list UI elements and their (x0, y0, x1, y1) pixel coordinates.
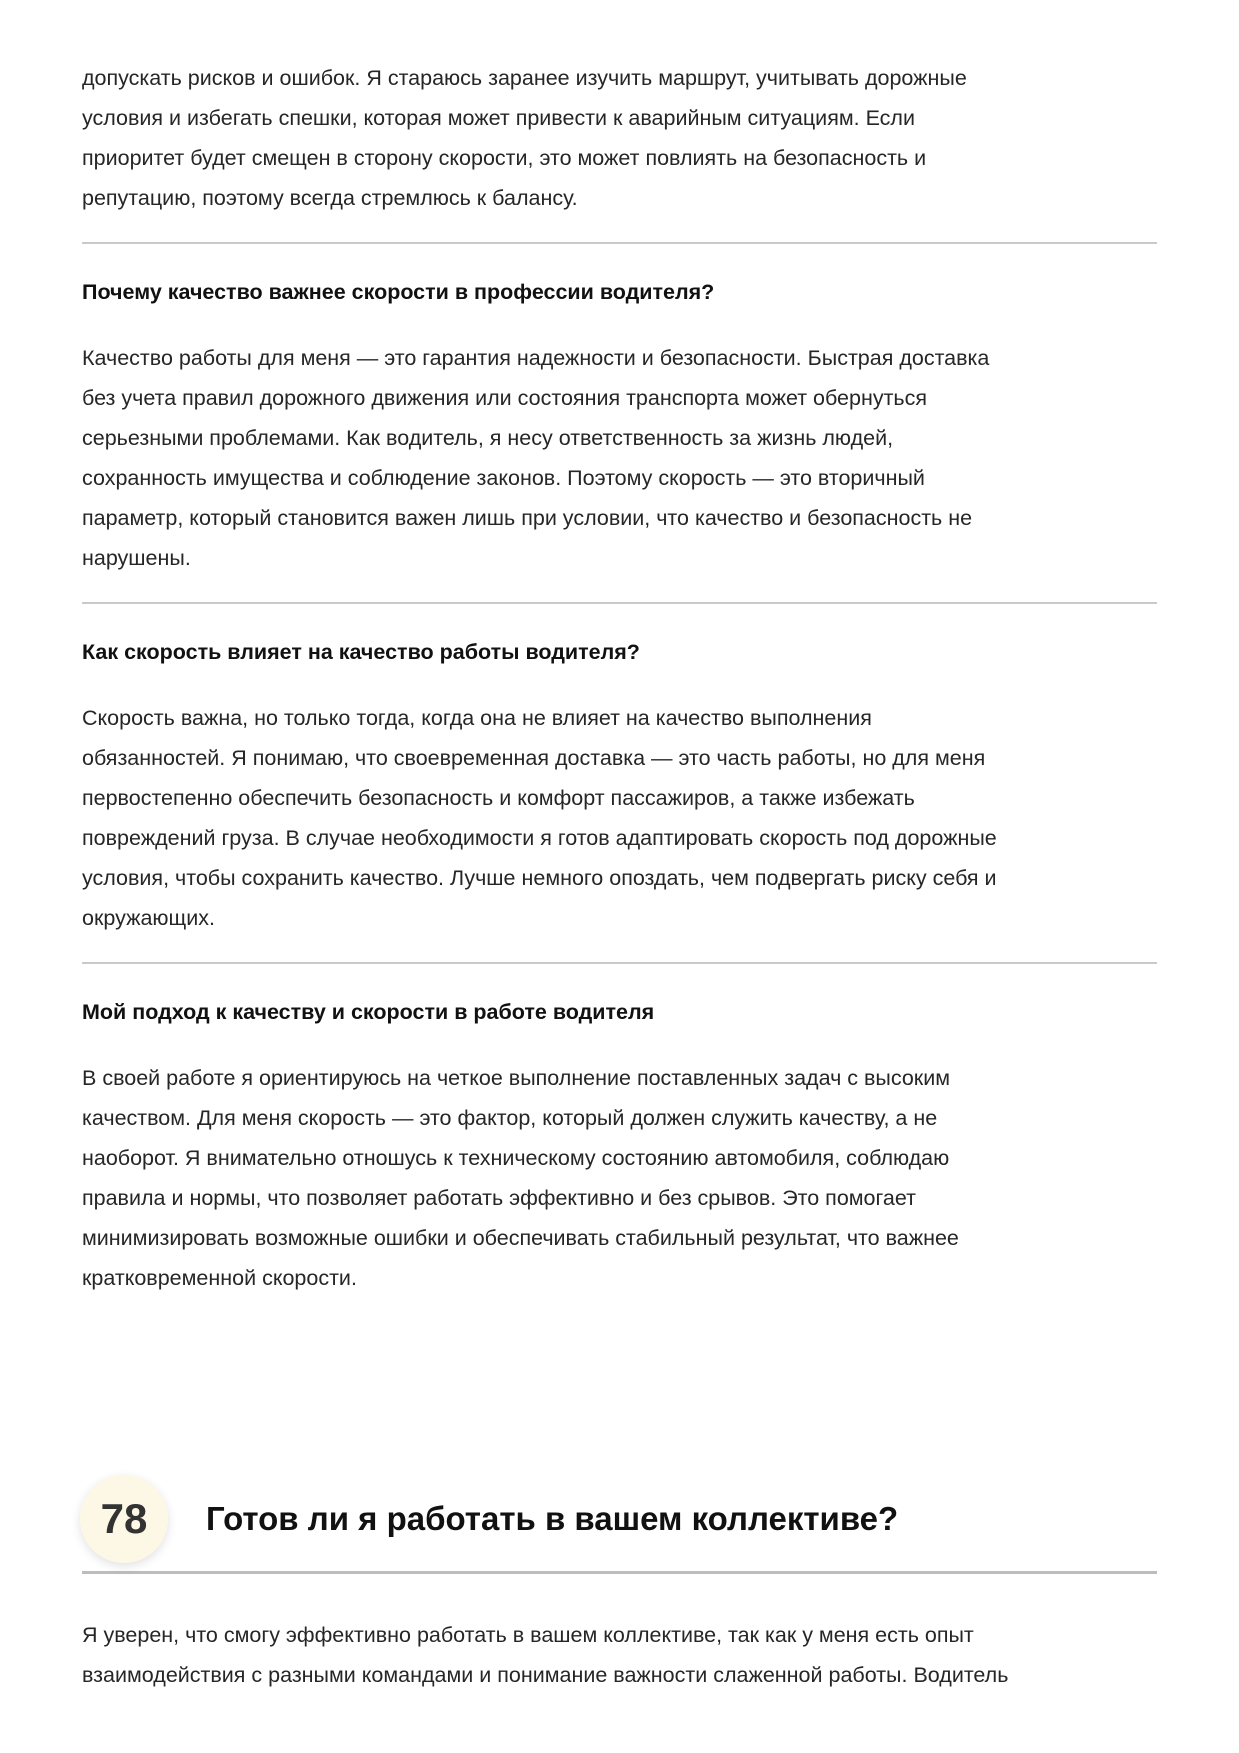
article-body (82, 58, 1157, 1298)
text-line: без учета правил дорожного движения или состояния транспорта может обернуться (82, 386, 928, 410)
text-line: наоборот. Я внимательно отношусь к техническому состоянию автомобиля, соблюдаю (82, 1146, 950, 1170)
text-line: сохранность имущества и соблюдение законов. Поэтому скорость — это вторичный (82, 466, 925, 490)
section-paragraph (82, 698, 1157, 938)
text-line: повреждений груза. В случае необходимости я готов адаптировать скорость под дорожные (82, 826, 997, 850)
section-heading: Мой подход к качеству и скорости в работе водителя (82, 1000, 655, 1024)
text-line: допускать рисков и ошибок. Я стараюсь заранее изучить маршрут, учитывать дорожные (82, 66, 967, 90)
text-line: Скорость важна, но только тогда, когда она не влияет на качество выполнения (82, 706, 872, 730)
text-line: условия и избегать спешки, которая может привести к аварийным ситуациям. Если (82, 106, 915, 130)
divider (82, 242, 1157, 244)
text-line: минимизировать возможные ошибки и обеспечивать стабильный результат, что важнее (82, 1226, 959, 1250)
section-paragraph (82, 1058, 1157, 1298)
section-paragraph (82, 338, 1157, 578)
text-line: репутацию, поэтому всегда стремлюсь к балансу. (82, 186, 578, 210)
text-line: качеством. Для меня скорость — это фактор, который должен служить качеству, а не (82, 1106, 938, 1130)
text-line: кратковременной скорости. (82, 1266, 357, 1290)
text-line: взаимодействия с разными командами и понимание важности слаженной работы. Водитель (82, 1663, 1009, 1687)
text-line: окружающих. (82, 906, 215, 930)
divider (82, 962, 1157, 964)
text-line: Качество работы для меня — это гарантия надежности и безопасности. Быстрая доставка (82, 346, 990, 370)
text-line: серьезными проблемами. Как водитель, я несу ответственность за жизнь людей, (82, 426, 894, 450)
question-78-section (82, 1469, 1157, 1574)
section-heading: Как скорость влияет на качество работы водителя? (82, 640, 640, 664)
section-heading: Почему качество важнее скорости в профессии водителя? (82, 280, 715, 304)
question-answer-paragraph (82, 1615, 1008, 1695)
text-line: нарушены. (82, 546, 191, 570)
question-number-badge: 78 (80, 1475, 168, 1563)
question-title: Готов ли я работать в вашем коллективе? (206, 1500, 899, 1537)
divider (82, 1571, 1157, 1574)
text-line: первостепенно обеспечить безопасность и комфорт пассажиров, а также избежать (82, 786, 915, 810)
text-line: правила и нормы, что позволяет работать эффективно и без срывов. Это помогает (82, 1186, 916, 1210)
divider (82, 602, 1157, 604)
text-line: обязанностей. Я понимаю, что своевременная доставка — это часть работы, но для меня (82, 746, 986, 770)
text-line: приоритет будет смещен в сторону скорости, это может повлиять на безопасность и (82, 146, 927, 170)
text-line: параметр, который становится важен лишь при условии, что качество и безопасность не (82, 506, 973, 530)
text-line: Я уверен, что смогу эффективно работать в вашем коллективе, так как у меня есть опыт (82, 1623, 974, 1647)
text-line: условия, чтобы сохранить качество. Лучше немного опоздать, чем подвергать риску себя и (82, 866, 997, 890)
intro-paragraph (82, 58, 1157, 218)
text-line: В своей работе я ориентируюсь на четкое выполнение поставленных задач с высоким (82, 1066, 950, 1090)
